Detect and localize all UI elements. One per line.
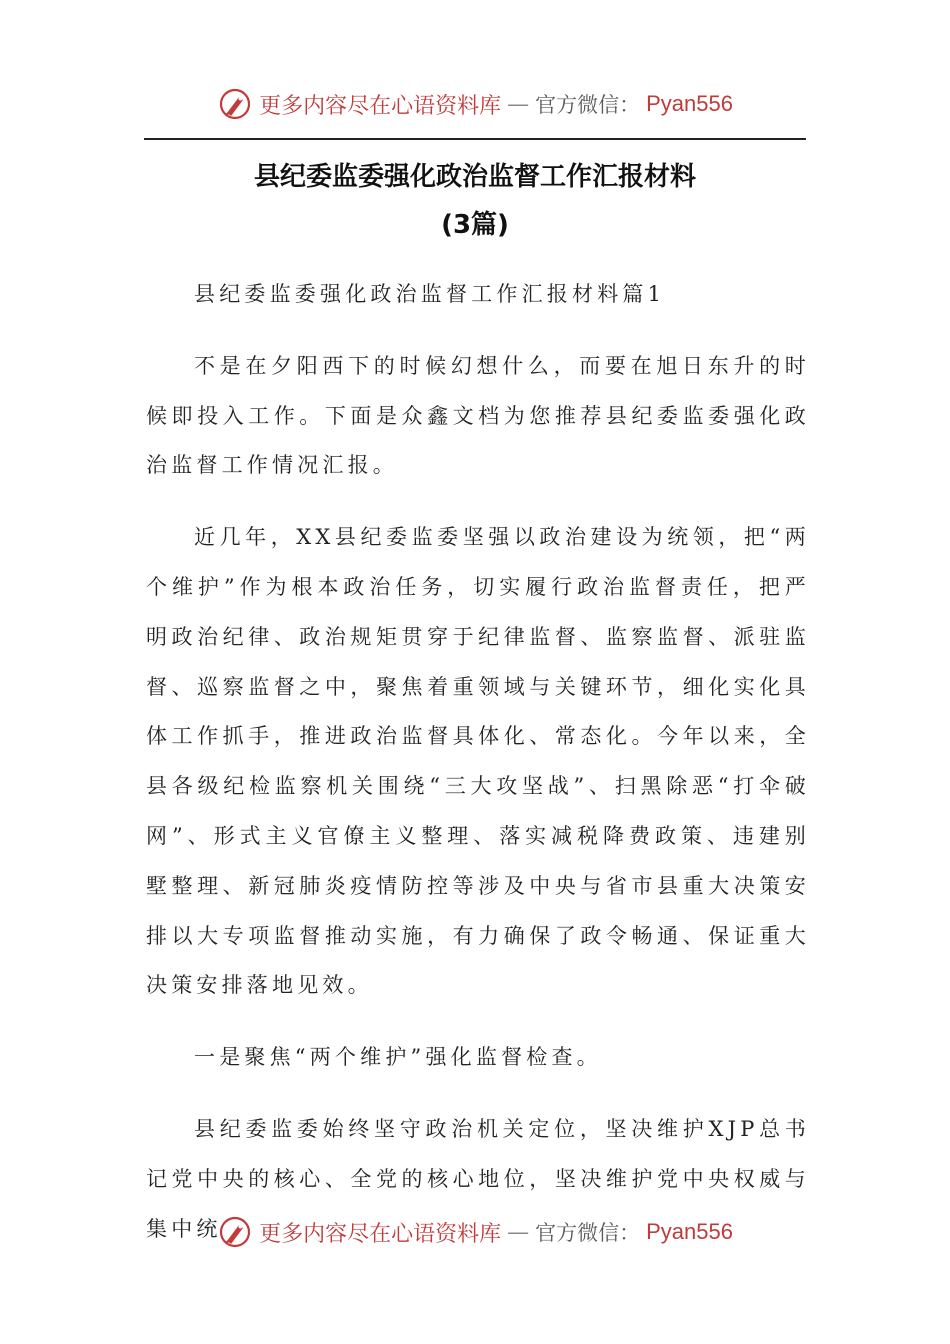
banner-separator: — xyxy=(507,1219,530,1245)
paragraph-intro: 不是在夕阳西下的时候幻想什么，而要在旭日东升的时候即投入工作。下面是众鑫文档为您推荐县纪委监委强化政治监督工作情况汇报。 xyxy=(146,353,810,478)
document-subtitle: (3篇) xyxy=(441,210,509,240)
wechat-id: Pyan556 xyxy=(646,1219,733,1244)
paragraph-overview: 近几年，XX县纪委监委坚强以政治建设为统领，把“两个维护”作为根本政治任务，切实履行政治监督责任，把严明政治纪律、政治规矩贯穿于纪律监督、监察监督、派驻监督、巡察监督之中，聚焦着重领域与关键环节，细化实化具体工作抓手，推进政治监督具体化、常态化。今年以来，全县各级纪检监察机关围绕“三大攻坚战”、扫黑除恶“打伞破网”、形式主义官僚主义整理、落实减税降费政策、违建别墅整理、新冠肺炎疫情防控等涉及中央与省市县重大决策安排以大专项监督推动实施，有力确保了政令畅通、保证重大决策安排落地见效。 xyxy=(146,525,810,998)
brand-text: 更多内容尽在心语资料库 xyxy=(259,93,502,119)
footer-banner xyxy=(0,1212,950,1252)
paragraph-point-one-detail: 县纪委监委始终坚守政治机关定位，坚决维护XJP总书记党中央的核心、全党的核心地位，坚决维护党中央权威与集中统 xyxy=(146,1116,810,1241)
paragraph-section-heading: 县纪委监委强化政治监督工作汇报材料篇1 xyxy=(194,282,666,306)
header-divider xyxy=(144,138,806,140)
brand-text: 更多内容尽在心语资料库 xyxy=(259,1221,502,1247)
paragraph-point-one: 一是聚焦“两个维护”强化监督检查。 xyxy=(194,1045,602,1070)
pen-nib-logo-icon xyxy=(217,1214,253,1250)
header-banner xyxy=(0,84,950,124)
wechat-label: 官方微信： xyxy=(535,93,641,117)
wechat-label: 官方微信： xyxy=(535,1221,641,1245)
banner-separator: — xyxy=(507,91,530,117)
document-body xyxy=(146,270,810,1254)
document-title: 县纪委监委强化政治监督工作汇报材料 xyxy=(253,162,696,192)
wechat-id: Pyan556 xyxy=(646,91,733,116)
pen-nib-logo-icon xyxy=(217,86,253,122)
